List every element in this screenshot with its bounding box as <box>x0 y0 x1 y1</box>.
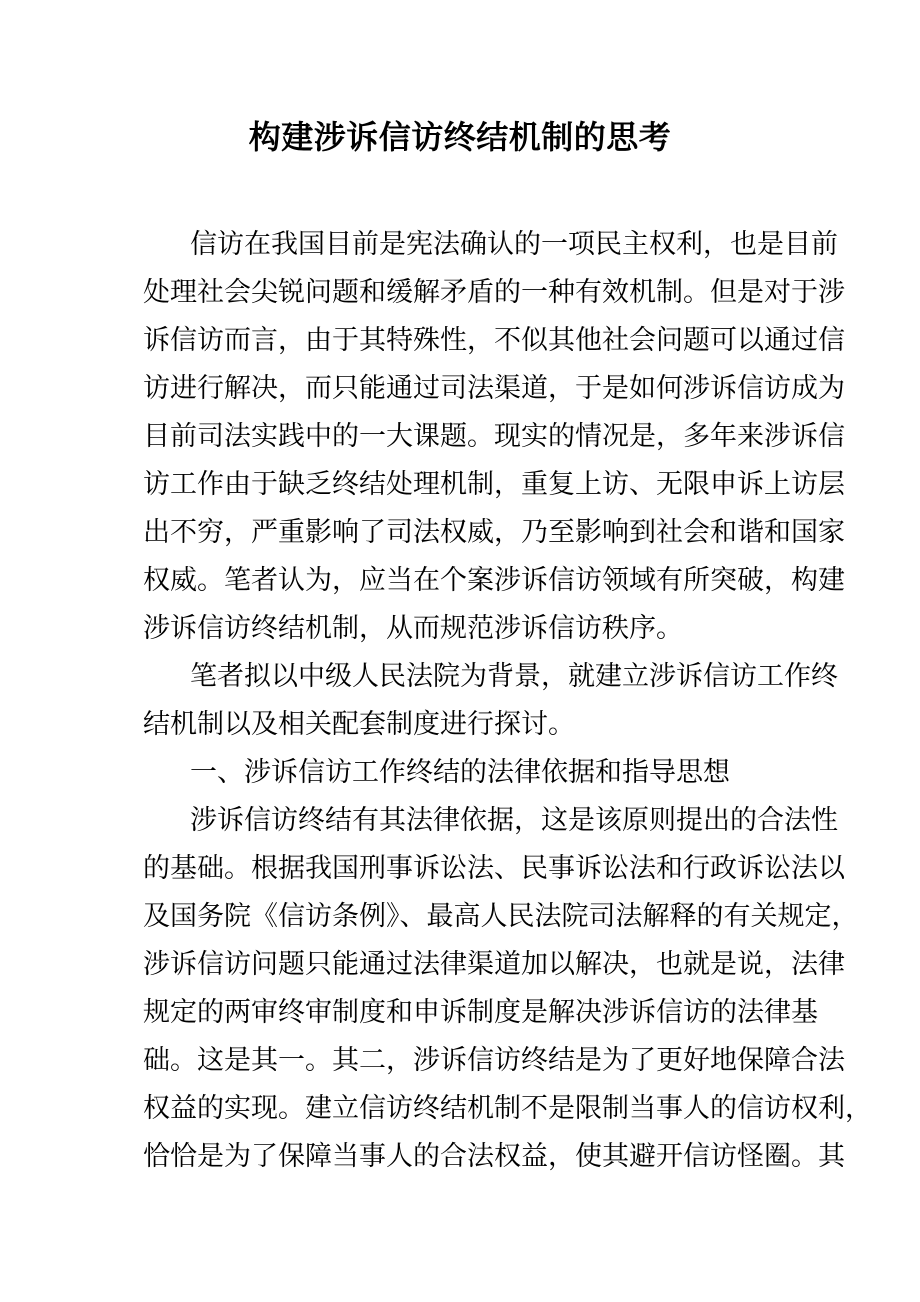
text-line: 规定的两审终审制度和申诉制度是解决涉诉信访的法律基 <box>143 997 818 1028</box>
text-line: 目前司法实践中的一大课题。现实的情况是，多年来涉诉信 <box>143 421 845 452</box>
text-line: 诉信访而言，由于其特殊性，不似其他社会问题可以通过信 <box>143 325 845 356</box>
paragraph <box>143 221 845 653</box>
paragraph <box>143 653 838 749</box>
text-line: 信访在我国目前是宪法确认的一项民主权利，也是目前 <box>190 229 838 260</box>
paragraph <box>143 749 793 797</box>
text-line: 权威。笔者认为，应当在个案涉诉信访领域有所突破，构建 <box>143 565 845 596</box>
text-line: 恰恰是为了保障当事人的合法权益，使其避开信访怪圈。其 <box>143 1141 845 1172</box>
text-line: 涉诉信访终结机制，从而规范涉诉信访秩序。 <box>143 613 683 644</box>
paragraph <box>143 797 872 1181</box>
text-line: 笔者拟以中级人民法院为背景，就建立涉诉信访工作终 <box>190 661 838 692</box>
text-line: 访工作由于缺乏终结处理机制，重复上访、无限申诉上访层 <box>143 469 845 500</box>
text-line: 出不穷，严重影响了司法权威，乃至影响到社会和谐和国家 <box>143 517 845 548</box>
document-title: 构建涉诉信访终结机制的思考 <box>248 118 672 156</box>
text-line: 结机制以及相关配套制度进行探讨。 <box>143 709 575 740</box>
text-line: 处理社会尖锐问题和缓解矛盾的一种有效机制。但是对于涉 <box>143 277 845 308</box>
text-line: 涉诉信访问题只能通过法律渠道加以解决，也就是说，法律 <box>143 949 845 980</box>
text-line: 一、涉诉信访工作终结的法律依据和指导思想 <box>190 757 730 788</box>
text-line: 访进行解决，而只能通过司法渠道，于是如何涉诉信访成为 <box>143 373 845 404</box>
text-line: 涉诉信访终结有其法律依据，这是该原则提出的合法性 <box>190 805 838 836</box>
document-body <box>143 221 872 1181</box>
text-line: 础。这是其一。其二，涉诉信访终结是为了更好地保障合法 <box>143 1045 845 1076</box>
text-line: 的基础。根据我国刑事诉讼法、民事诉讼法和行政诉讼法以 <box>143 853 845 884</box>
text-line: 及国务院《信访条例》、最高人民法院司法解释的有关规定， <box>143 901 859 932</box>
text-line: 权益的实现。建立信访终结机制不是限制当事人的信访权利， <box>143 1093 872 1124</box>
